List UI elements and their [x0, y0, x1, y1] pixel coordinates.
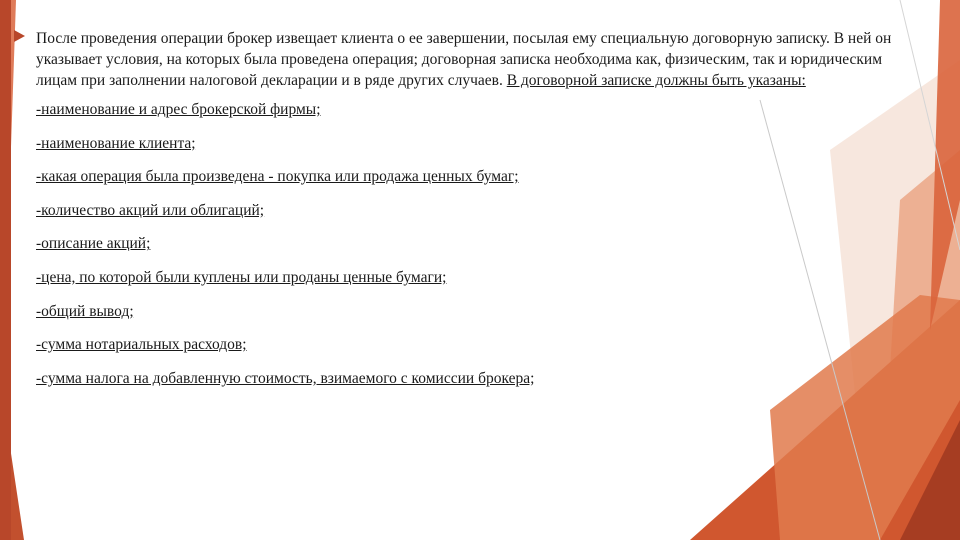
list-item: -сумма налога на добавленную стоимость, взимаемого с комиссии брокера; [36, 369, 535, 387]
list-item: -описание акций; [36, 235, 151, 253]
requirements-list [36, 99, 906, 389]
list-item: -наименование клиента; [36, 134, 196, 152]
intro-text: После проведения операции брокер извещает клиента о ее завершении, посылая ему специальную договорную записку. В ней он указывает условия, на которых была проведена операция; договорная записка необходима как, физическим, так и юридическим лицам при заполнении налоговой декларации и в ряде других случаев. [36, 30, 892, 89]
slide-content [36, 28, 906, 401]
list-item: -количество акций или облигаций; [36, 201, 265, 219]
intro-paragraph [36, 28, 906, 91]
list-item: -цена, по которой были куплены или проданы ценные бумаги; [36, 268, 447, 286]
list-item: -общий вывод; [36, 302, 134, 320]
intro-underlined: В договорной записке должны быть указаны: [506, 72, 806, 89]
bullet-arrow-icon [14, 30, 25, 42]
list-item: -какая операция была произведена - покупка или продажа ценных бумаг; [36, 168, 519, 186]
list-item: -наименование и адрес брокерской фирмы; [36, 101, 321, 118]
list-item: -сумма нотариальных расходов; [36, 336, 247, 354]
left-edge-bar [0, 0, 11, 540]
